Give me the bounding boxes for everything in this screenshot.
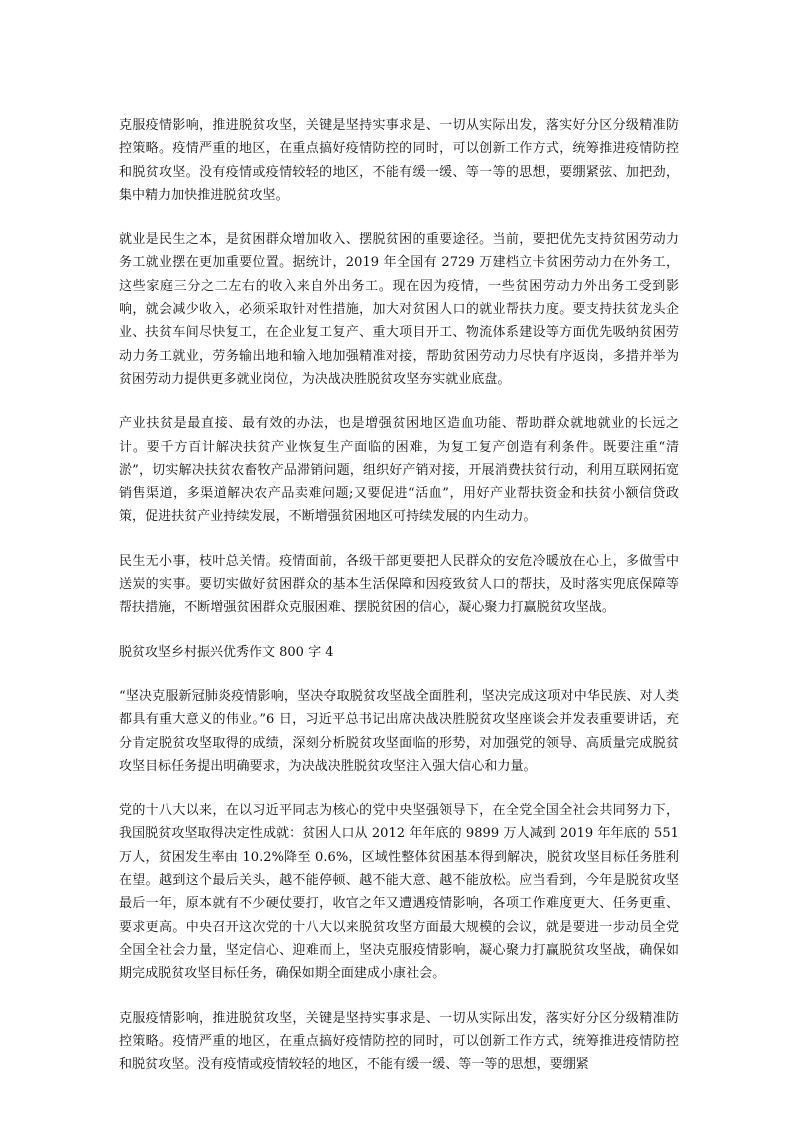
paragraph-5: “坚决克服新冠肺炎疫情影响，坚决夺取脱贫攻坚战全面胜利，坚决完成这项对中华民族、对人类都具有重大意义的伟业。”6 日，习近平总书记出席决战决胜脱贫攻坚座谈会并发表重要讲话，充分肯定脱贫攻坚取得的成绩，深刻分析脱贫攻坚面临的形势，对加强党的领导、高质量完成脱贫攻坚目标任务提出明确要求，为决战决胜脱贫攻坚注入强大信心和力量。 xyxy=(119,688,679,774)
section-heading: 脱贫攻坚乡村振兴优秀作文 800 字 4 xyxy=(119,644,334,660)
paragraph-2: 就业是民生之本，是贫困群众增加收入、摆脱贫困的重要途径。当前，要把优先支持贫困劳动力务工就业摆在更加重要位置。据统计，2019 年全国有 2729 万建档立卡贫困劳动力在外务工，这些家庭三分之二左右的收入来自外出务工。现在因为疫情，一些贫困劳动力外出务工受到影响，就会减少收入，必须采取针对性措施，加大对贫困人口的就业帮扶力度。要支持扶贫龙头企业、扶贫车间尽快复工，在企业复工复产、重大项目开工、物流体系建设等方面优先吸纳贫困劳动力务工就业，劳务输出地和输入地加强精准对接，帮助贫困劳动力尽快有序返岗，多措并举为贫困劳动力提供更多就业岗位，为决战决胜脱贫攻坚夯实就业底盘。 xyxy=(119,232,679,387)
paragraph-1: 克服疫情影响，推进脱贫攻坚，关键是坚持实事求是、一切从实际出发，落实好分区分级精准防控策略。疫情严重的地区，在重点搞好疫情防控的同时，可以创新工作方式，统筹推进疫情防控和脱贫攻坚。没有疫情或疫情较轻的地区，不能有缓一缓、等一等的思想，要绷紧弦、加把劲，集中精力加快推进脱贫攻坚。 xyxy=(119,118,679,203)
document-page xyxy=(119,114,679,1076)
paragraph-3: 产业扶贫是最直接、最有效的办法，也是增强贫困地区造血功能、帮助群众就地就业的长远之计。要千方百计解决扶贫产业恢复生产面临的困难，为复工复产创造有利条件。既要注重“清淤”，切实解决扶贫农畜牧产品滞销问题，组织好产销对接，开展消费扶贫行动，利用互联网拓宽销售渠道，多渠道解决农产品卖难问题;又要促进“活血”，用好产业帮扶资金和扶贫小额信贷政策，促进扶贫产业持续发展，不断增强贫困地区可持续发展的内生动力。 xyxy=(119,416,679,525)
paragraph-7: 克服疫情影响，推进脱贫攻坚，关键是坚持实事求是、一切从实际出发，落实好分区分级精准防控策略。疫情严重的地区，在重点搞好疫情防控的同时，可以创新工作方式，统筹推进疫情防控和脱贫攻坚。没有疫情或疫情较轻的地区，不能有缓一缓、等一等的思想，要绷紧 xyxy=(119,1010,679,1073)
paragraph-6: 党的十八大以来，在以习近平同志为核心的党中央坚强领导下，在全党全国全社会共同努力下，我国脱贫攻坚取得决定性成就：贫困人口从 2012 年年底的 9899 万人减到 2019 年年底的 551 万人，贫困发生率由 10.2%降至 0.6%，区域性整体贫困基本得到解决，脱贫攻坚目标任务胜利在望。越到这个最后关头，越不能停顿、越不能大意、越不能放松。应当看到，今年是脱贫攻坚最后一年，原本就有不少硬仗要打，收官之年又遭遇疫情影响，各项工作难度更大、任务更重、要求更高。中央召开这次党的十八大以来脱贫攻坚方面最大规模的会议，就是要进一步动员全党全国全社会力量，坚定信心、迎难而上，坚决克服疫情影响，凝心聚力打赢脱贫攻坚战，确保如期完成脱贫攻坚目标任务，确保如期全面建成小康社会。 xyxy=(119,803,679,982)
paragraph-4: 民生无小事，枝叶总关情。疫情面前，各级干部更要把人民群众的安危冷暖放在心上，多做雪中送炭的实事。要切实做好贫困群众的基本生活保障和因疫致贫人口的帮扶，及时落实兜底保障等帮扶措施，不断增强贫困群众克服困难、摆脱贫困的信心，凝心聚力打赢脱贫攻坚战。 xyxy=(119,553,679,616)
